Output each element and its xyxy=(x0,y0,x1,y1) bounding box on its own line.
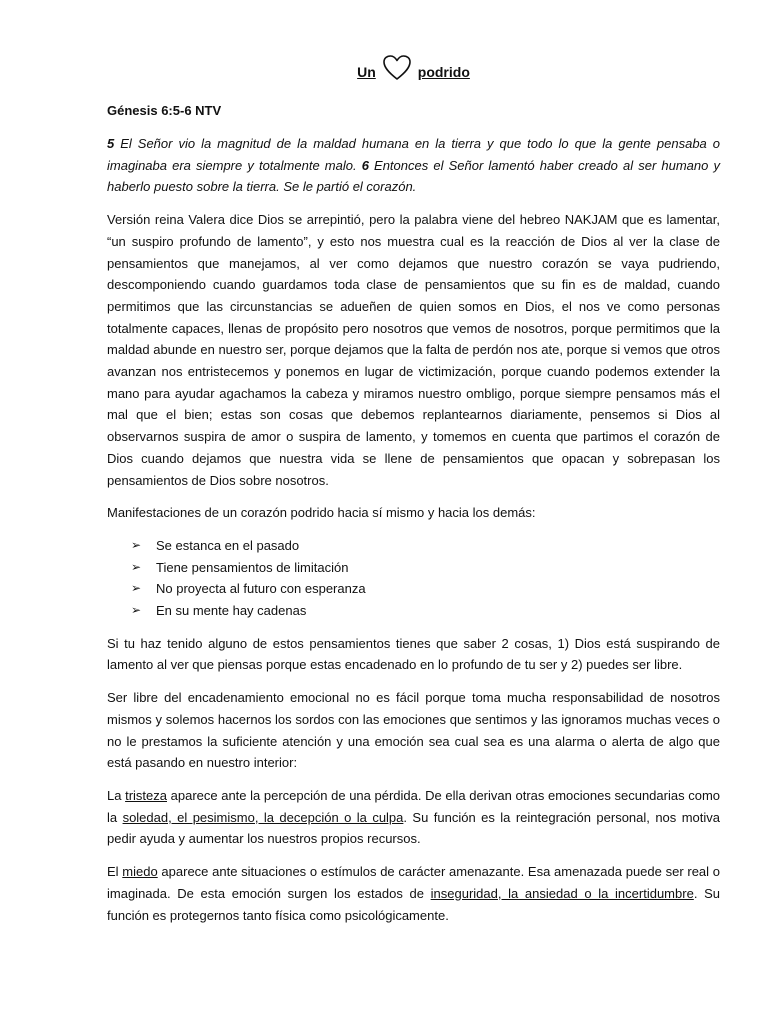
heart-icon xyxy=(382,54,412,81)
arrow-bullet-icon: ➢ xyxy=(131,603,142,618)
sadness-paragraph: La tristeza aparece ante la percepción de una pérdida. De ella derivan otras emociones secundarias como la soledad, el pesimismo, la decepción o la culpa. Su función es la reintegración personal, nos motiva pedir ayuda y aumentar los nuestros propios recursos. xyxy=(107,787,720,847)
list-item: ➢ Tiene pensamientos de limitación xyxy=(131,557,720,579)
body-paragraph: Si tu haz tenido alguno de estos pensamientos tienes que saber 2 cosas, 1) Dios está suspirando de lamento al ver que piensas porque estas encadenado en lo profundo de tu ser y 2) puedes ser libre. xyxy=(107,635,720,673)
underlined-term: tristeza xyxy=(125,787,167,803)
body-paragraph: Versión reina Valera dice Dios se arrepintió, pero la palabra viene del hebreo NAKJAM que es lamentar, “un suspiro profundo de lamento”, y esto nos muestra cual es la reacción de Dios al ver la clase de pensamientos que manejamos, al ver como dejamos que nuestro corazón se vaya pudriendo, descomponiendo cuando guardamos toda clase de pensamientos que su fin es de maldad, cuando permitimos que las circunstancias se adueñen de quien somos en Dios, el nos ve como personas totalmente capaces, llenas de propósito pero nosotros que vemos de nosotros, porque permitimos que la maldad abunde en nuestro ser, porque dejamos que la falta de perdón nos ate, porque si vemos que otros avanzan nos entristecemos y ponemos en lugar de victimización, porque cuando podemos extender la mano para ayudar agachamos la cabeza y miramos nuestro ombligo, porque siempre pensamos más el mal que el bien; estas son cosas que debemos replantearnos diariamente, pensemos si Dios al observarnos suspira de amor o suspira de lamento, y tomemos en cuenta que partimos el corazón de Dios cuando dejamos que nuestra vida se llene de pensamientos que opacan y sobrepasan los pensamientos de Dios sobre nosotros. xyxy=(107,212,720,488)
list-item: ➢ No proyecta al futuro con esperanza xyxy=(131,578,720,600)
arrow-bullet-icon: ➢ xyxy=(131,559,142,574)
body-paragraph: Ser libre del encadenamiento emocional no es fácil porque toma mucha responsabilidad de nosotros mismos y solemos hacernos los sordos con las emociones que sentimos y las ignoramos muchas veces o no le prestamos la suficiente atención y una emoción sea cual sea es una alarma o alerta de algo que está pasando en nuestro interior: xyxy=(107,690,720,771)
scripture-reference: Génesis 6:5-6 NTV xyxy=(107,103,222,118)
manifestations-intro: Manifestaciones de un corazón podrido hacia sí mismo y hacia los demás: xyxy=(107,505,536,521)
underlined-term: miedo xyxy=(122,864,158,880)
verse-number: 6 xyxy=(361,157,369,173)
title-word-un: Un xyxy=(357,63,376,80)
verse-number: 5 xyxy=(107,136,115,151)
manifestations-list xyxy=(131,535,720,622)
list-item: ➢ Se estanca en el pasado xyxy=(131,535,720,557)
fear-paragraph: El miedo aparece ante situaciones o estímulos de carácter amenazante. Esa amenazada puede ser real o imaginada. De esta emoción surgen los estados de inseguridad, la ansiedad o la incertidumbre. Su función es protegernos tanto física como psicológicamente. xyxy=(107,864,720,923)
scripture-verse xyxy=(107,133,720,198)
arrow-bullet-icon: ➢ xyxy=(131,537,142,552)
title-word-podrido: podrido xyxy=(417,63,470,80)
underlined-term: inseguridad, la ansiedad o la incertidumbre xyxy=(430,885,694,901)
arrow-bullet-icon: ➢ xyxy=(131,581,142,596)
verse-text: El Señor vio la magnitud de la maldad humana en la tierra y que todo lo que la gente pensaba o imaginaba era siempre y totalmente malo. xyxy=(107,136,720,173)
document-title xyxy=(107,62,720,81)
underlined-term: soledad, el pesimismo, la decepción o la culpa xyxy=(122,809,404,825)
list-item: ➢ En su mente hay cadenas xyxy=(131,600,720,622)
verse-text: Entonces el Señor lamentó haber creado al ser humano y haberlo puesto sobre la tierra. Se le partió el corazón. xyxy=(107,157,720,195)
